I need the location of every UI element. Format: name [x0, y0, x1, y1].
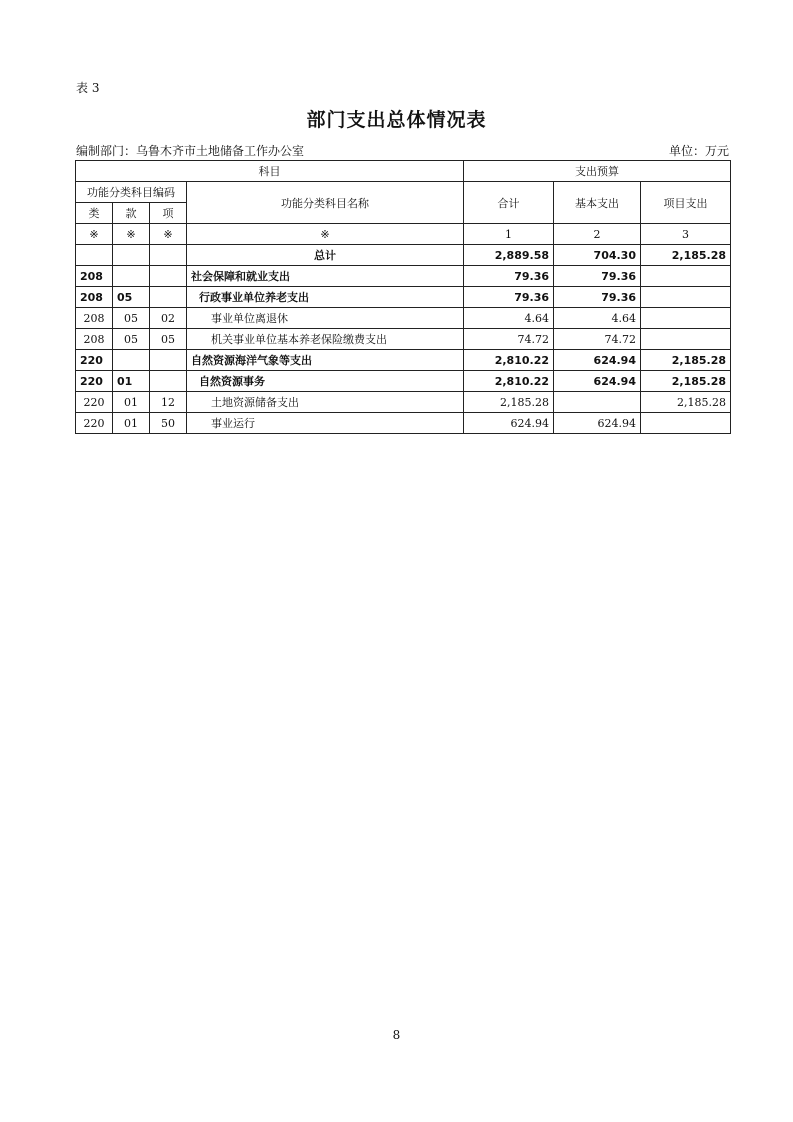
cell-subject-name: 社会保障和就业支出 — [187, 266, 464, 287]
cell-lei — [76, 245, 113, 266]
cell-basic: 624.94 — [554, 371, 641, 392]
header-code-group: 功能分类科目编码 — [76, 182, 187, 203]
cell-project: 2,185.28 — [641, 371, 731, 392]
cell-subject-name: 土地资源储备支出 — [187, 392, 464, 413]
header-kuan: 款 — [113, 203, 150, 224]
cell-lei: 220 — [76, 350, 113, 371]
cell-project — [641, 266, 731, 287]
cell-basic: 74.72 — [554, 329, 641, 350]
cell-kuan: 01 — [113, 413, 150, 434]
department-label: 编制部门：乌鲁木齐市土地储备工作办公室 — [76, 144, 305, 158]
cell-kuan: 01 — [113, 371, 150, 392]
cell-project: 2,185.28 — [641, 245, 731, 266]
cell-kuan: 05 — [113, 287, 150, 308]
cell-kuan: 05 — [113, 329, 150, 350]
header-subject-name: 功能分类科目名称 — [187, 182, 464, 224]
cell-total: 2,889.58 — [464, 245, 554, 266]
cell-project — [641, 329, 731, 350]
cell-lei: 220 — [76, 392, 113, 413]
cell-kuan: 01 — [113, 392, 150, 413]
header-xiang: 项 — [150, 203, 187, 224]
cell-total: 2,185.28 — [464, 392, 554, 413]
table-row — [76, 371, 731, 392]
cell-lei: 208 — [76, 266, 113, 287]
mark-xiang: ※ — [150, 224, 187, 245]
cell-xiang: 12 — [150, 392, 187, 413]
cell-xiang — [150, 287, 187, 308]
cell-xiang — [150, 266, 187, 287]
mark-name: ※ — [187, 224, 464, 245]
cell-basic: 624.94 — [554, 350, 641, 371]
cell-total: 79.36 — [464, 287, 554, 308]
table-row — [76, 329, 731, 350]
header-project: 项目支出 — [641, 182, 731, 224]
header-subject: 科目 — [76, 161, 464, 182]
table-row — [76, 245, 731, 266]
cell-lei: 208 — [76, 329, 113, 350]
cell-total: 2,810.22 — [464, 350, 554, 371]
table-row — [76, 308, 731, 329]
cell-xiang — [150, 371, 187, 392]
cell-basic: 624.94 — [554, 413, 641, 434]
cell-basic: 79.36 — [554, 266, 641, 287]
cell-basic: 79.36 — [554, 287, 641, 308]
cell-project — [641, 287, 731, 308]
cell-lei: 208 — [76, 308, 113, 329]
cell-subject-name: 事业单位离退休 — [187, 308, 464, 329]
header-basic: 基本支出 — [554, 182, 641, 224]
cell-subject-name: 自然资源事务 — [187, 371, 464, 392]
table-number: 表 3 — [76, 81, 100, 95]
table-row — [76, 350, 731, 371]
index-basic: 2 — [554, 224, 641, 245]
cell-project — [641, 308, 731, 329]
header-lei: 类 — [76, 203, 113, 224]
table-body — [76, 245, 731, 434]
cell-project: 2,185.28 — [641, 392, 731, 413]
cell-xiang: 02 — [150, 308, 187, 329]
cell-xiang: 50 — [150, 413, 187, 434]
cell-xiang — [150, 350, 187, 371]
cell-subject-name: 机关事业单位基本养老保险缴费支出 — [187, 329, 464, 350]
cell-subject-name: 行政事业单位养老支出 — [187, 287, 464, 308]
cell-kuan — [113, 245, 150, 266]
cell-total: 624.94 — [464, 413, 554, 434]
unit-label: 单位：万元 — [668, 144, 729, 158]
cell-subject-name: 自然资源海洋气象等支出 — [187, 350, 464, 371]
header-total: 合计 — [464, 182, 554, 224]
cell-lei: 220 — [76, 413, 113, 434]
page-number: 8 — [392, 1028, 401, 1042]
header-budget: 支出预算 — [464, 161, 731, 182]
cell-kuan: 05 — [113, 308, 150, 329]
cell-xiang: 05 — [150, 329, 187, 350]
table-row — [76, 413, 731, 434]
cell-project — [641, 413, 731, 434]
cell-basic: 704.30 — [554, 245, 641, 266]
cell-total: 4.64 — [464, 308, 554, 329]
cell-kuan — [113, 266, 150, 287]
cell-total: 79.36 — [464, 266, 554, 287]
cell-basic — [554, 392, 641, 413]
mark-kuan: ※ — [113, 224, 150, 245]
cell-xiang — [150, 245, 187, 266]
cell-lei: 208 — [76, 287, 113, 308]
table-row — [76, 392, 731, 413]
table-row — [76, 287, 731, 308]
cell-total: 74.72 — [464, 329, 554, 350]
cell-project: 2,185.28 — [641, 350, 731, 371]
mark-lei: ※ — [76, 224, 113, 245]
page-title: 部门支出总体情况表 — [306, 109, 487, 131]
cell-basic: 4.64 — [554, 308, 641, 329]
cell-kuan — [113, 350, 150, 371]
cell-total: 2,810.22 — [464, 371, 554, 392]
index-total: 1 — [464, 224, 554, 245]
cell-lei: 220 — [76, 371, 113, 392]
table-row — [76, 266, 731, 287]
index-project: 3 — [641, 224, 731, 245]
expenditure-table — [75, 160, 731, 434]
cell-subject-name: 事业运行 — [187, 413, 464, 434]
cell-subject-name: 总计 — [187, 245, 464, 266]
